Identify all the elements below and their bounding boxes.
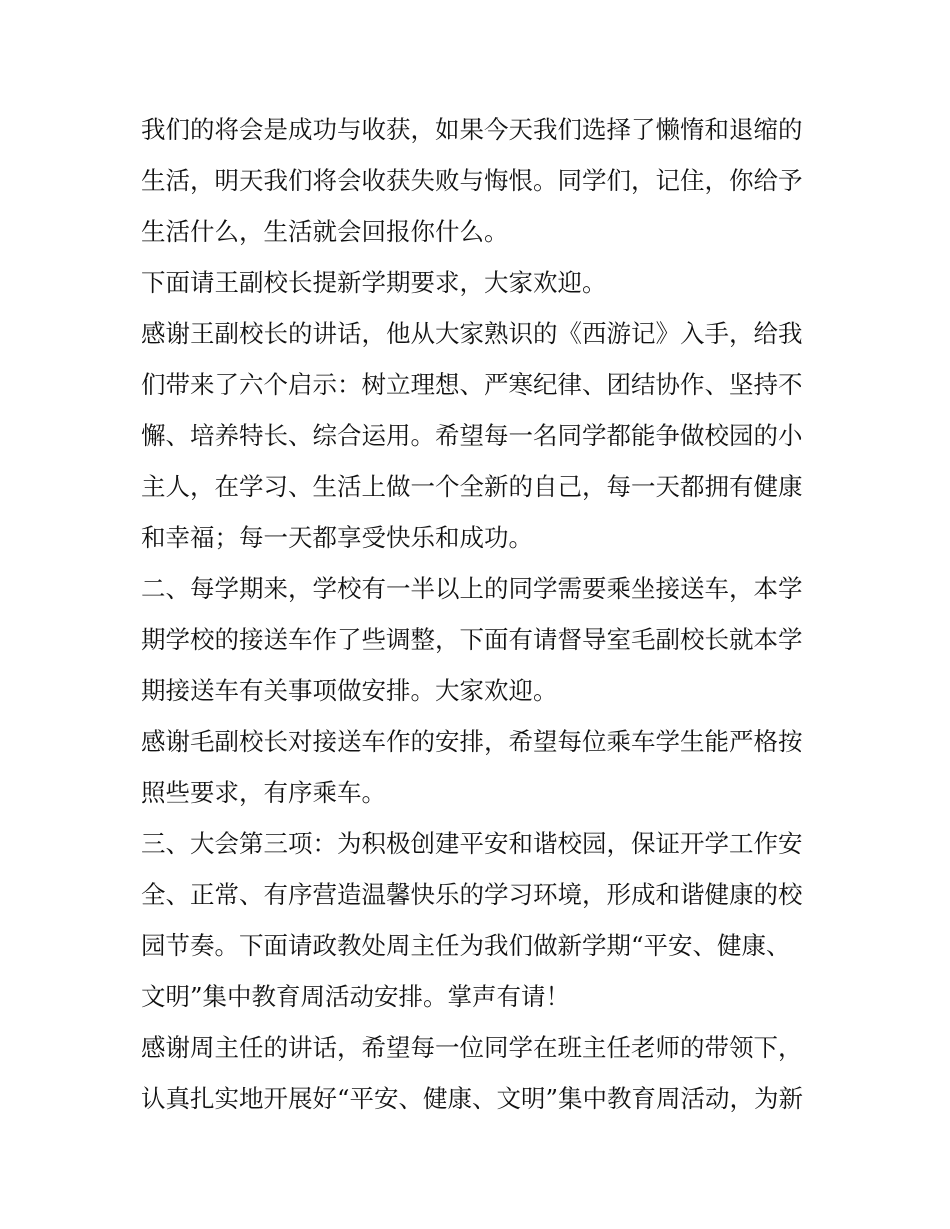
text-line-6: 们带来了六个启示：树立理想、严寒纪律、团结协作、坚持不 [141, 370, 803, 399]
text-line-8: 主人，在学习、生活上做一个全新的自己，每一天都拥有健康 [141, 472, 803, 501]
text-line-19: 感谢周主任的讲话，希望每一位同学在班主任老师的带领下， [141, 1033, 803, 1062]
text-line-7: 懈、培养特长、综合运用。希望每一名同学都能争做校园的小 [141, 421, 803, 450]
text-line-13: 感谢毛副校长对接送车作的安排，希望每位乘车学生能严格按 [141, 727, 803, 756]
text-line-4: 下面请王副校长提新学期要求，大家欢迎。 [141, 268, 607, 297]
text-line-12: 期接送车有关事项做安排。大家欢迎。 [141, 676, 558, 705]
text-line-17: 园节奏。下面请政教处周主任为我们做新学期“平安、健康、 [141, 931, 791, 960]
text-line-15: 三、大会第三项：为积极创建平安和谐校园，保证开学工作安 [141, 829, 803, 858]
text-line-1: 我们的将会是成功与收获，如果今天我们选择了懒惰和退缩的 [141, 115, 803, 144]
text-line-16: 全、正常、有序营造温馨快乐的学习环境，形成和谐健康的校 [141, 880, 803, 909]
text-line-14: 照些要求，有序乘车。 [141, 778, 386, 807]
text-line-2: 生活，明天我们将会收获失败与悔恨。同学们，记住，你给予 [141, 166, 803, 195]
document-body [141, 104, 813, 1124]
text-line-3: 生活什么，生活就会回报你什么。 [141, 217, 509, 246]
text-line-9: 和幸福；每一天都享受快乐和成功。 [141, 523, 533, 552]
text-line-11: 期学校的接送车作了些调整，下面有请督导室毛副校长就本学 [141, 625, 803, 654]
text-line-5: 感谢王副校长的讲话，他从大家熟识的《西游记》入手，给我 [141, 319, 803, 348]
text-line-20: 认真扎实地开展好“平安、健康、文明”集中教育周活动，为新 [141, 1084, 804, 1113]
text-line-10: 二、每学期来，学校有一半以上的同学需要乘坐接送车，本学 [141, 574, 803, 603]
text-line-18: 文明”集中教育周活动安排。掌声有请！ [141, 982, 571, 1011]
